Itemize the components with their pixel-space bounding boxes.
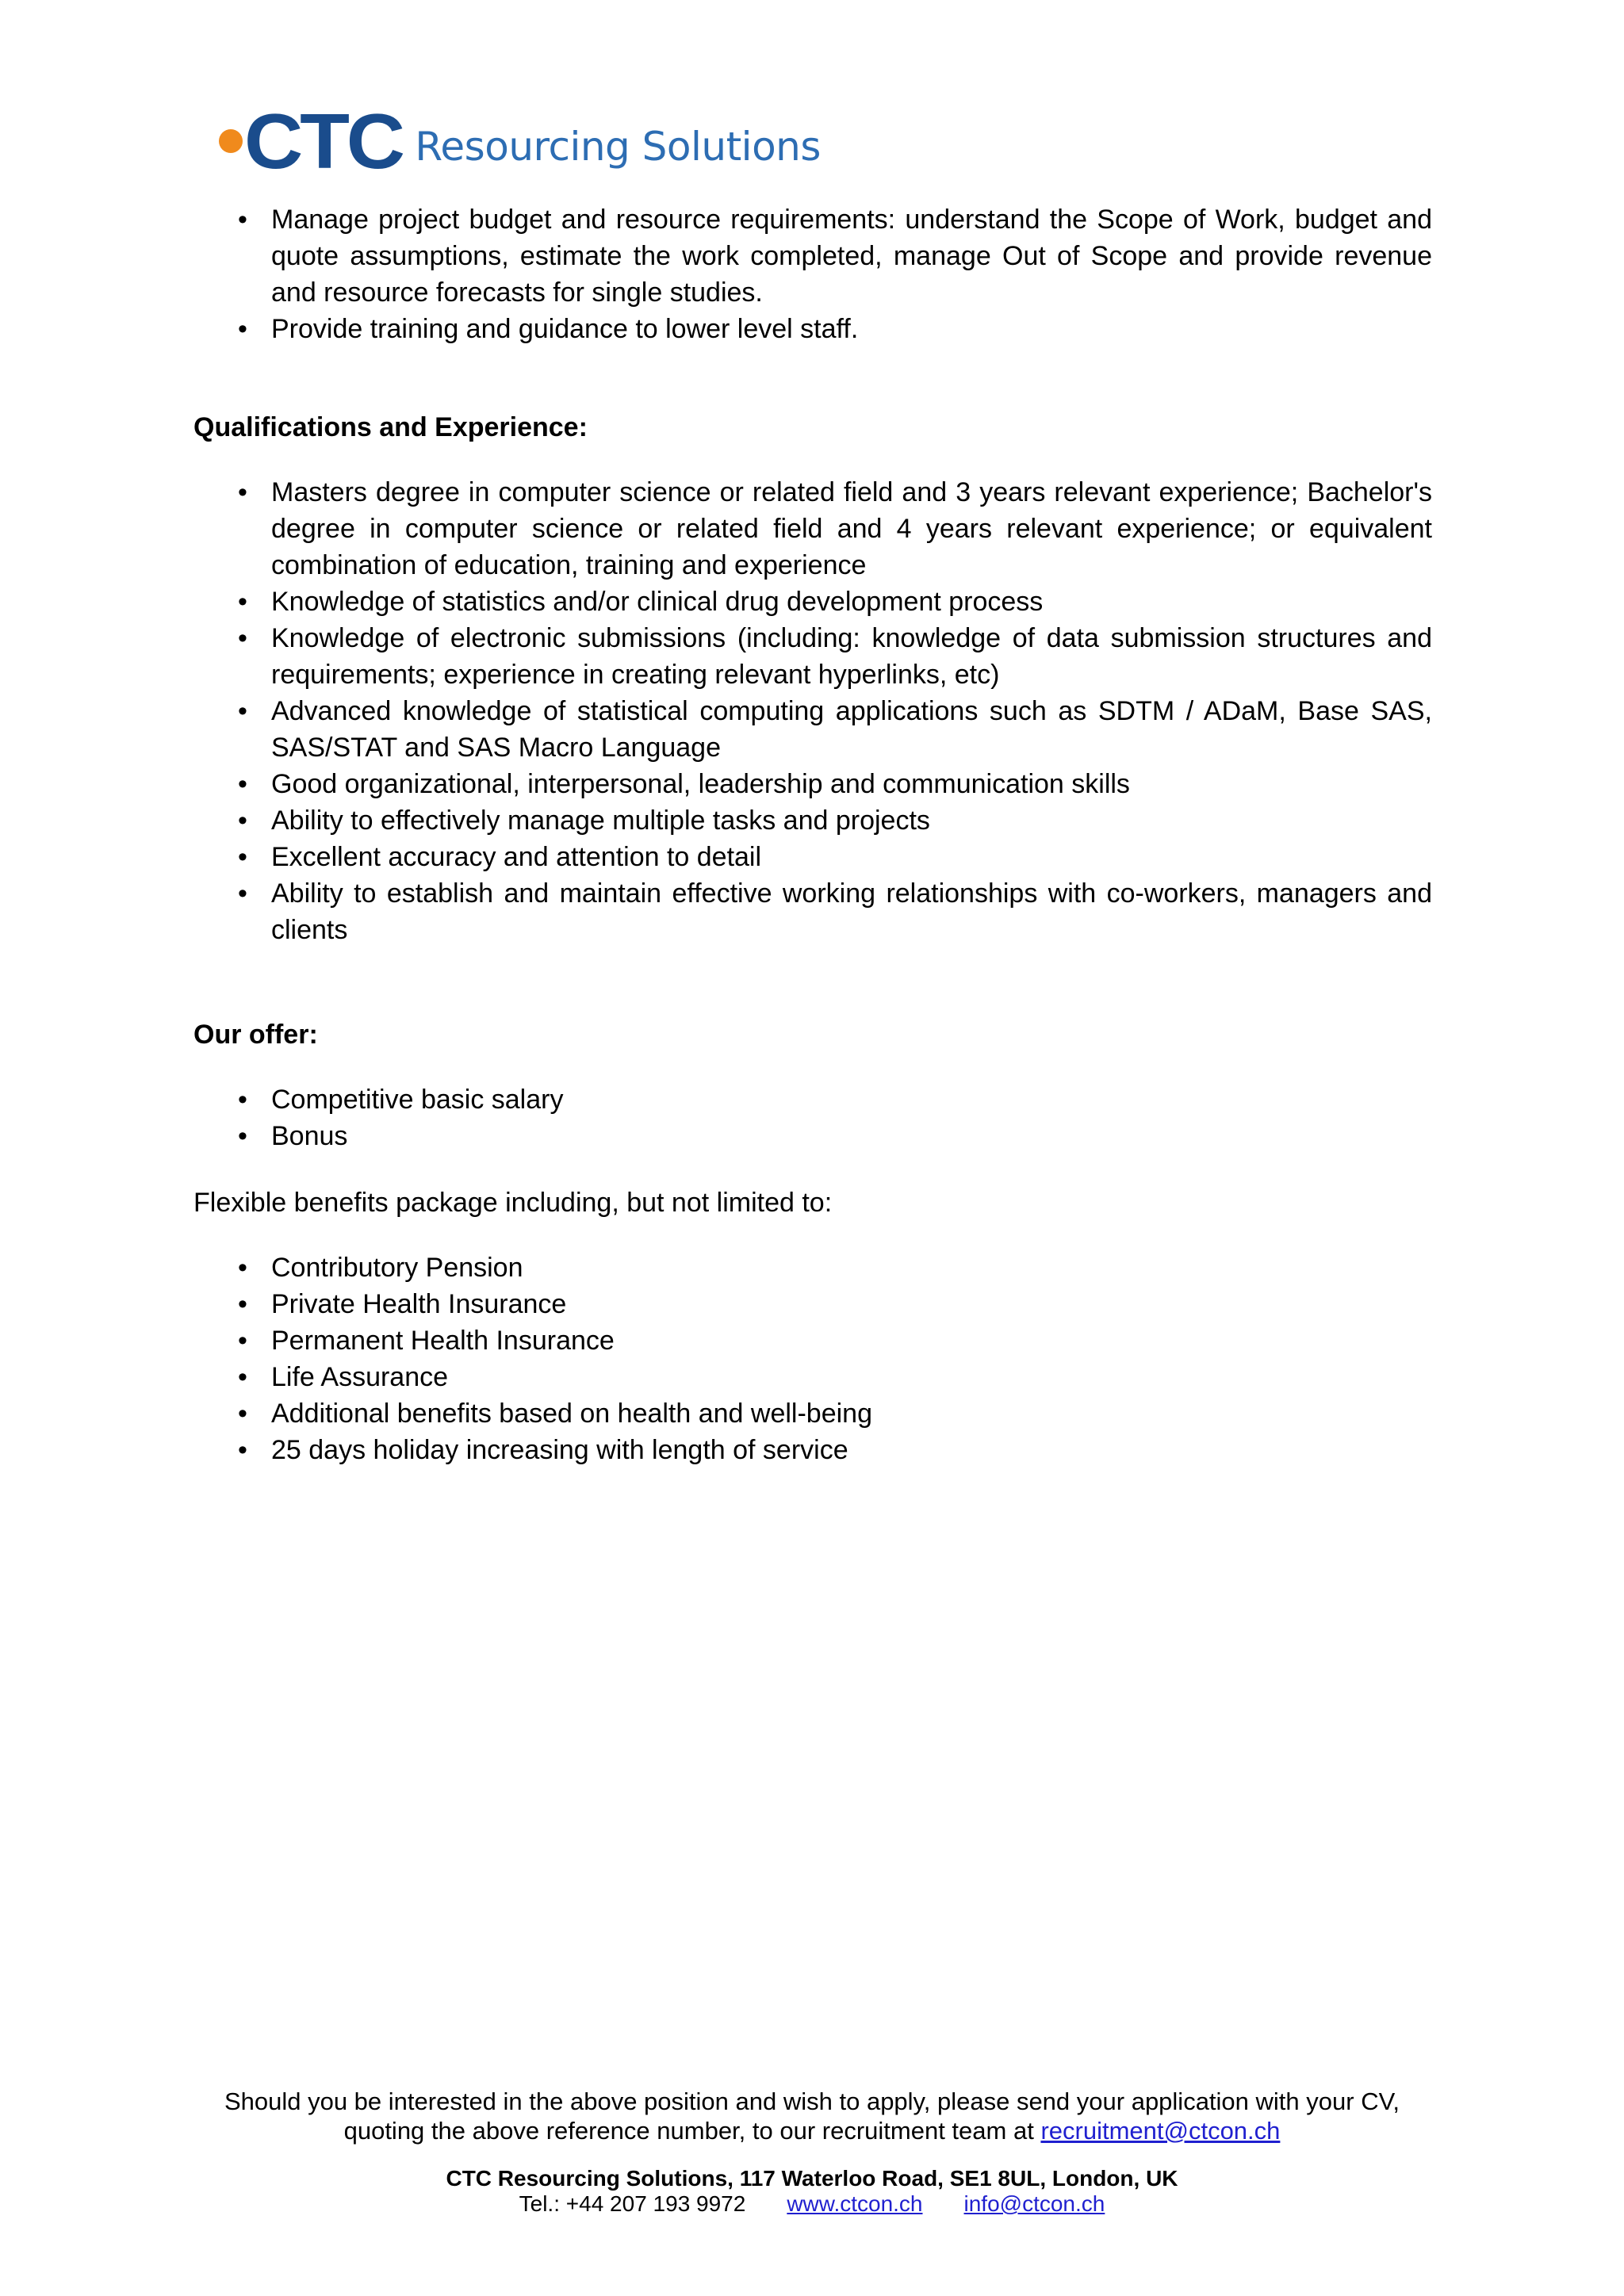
bullet-icon: • (238, 769, 247, 799)
bullet-icon: • (238, 696, 247, 726)
list-item-text: Excellent accuracy and attention to detail (271, 842, 762, 872)
list-item-text: Competitive basic salary (271, 1085, 564, 1115)
apply-instructions-line1: Should you be interested in the above position and wish to apply, please send your application with your CV, (224, 2087, 1400, 2115)
list-item-text: Contributory Pension (271, 1253, 523, 1283)
list-item (193, 311, 1432, 347)
qualifications-heading: Qualifications and Experience: (193, 412, 588, 442)
bullet-icon: • (238, 806, 247, 836)
bullet-icon: • (238, 1289, 247, 1319)
bullet-icon: • (238, 477, 247, 507)
list-item-text: Knowledge of statistics and/or clinical drug development process (271, 587, 1044, 617)
benefits-list (193, 1249, 1432, 1468)
logo-dot-icon (219, 129, 243, 153)
list-item-text: Bonus (271, 1121, 348, 1151)
list-item-text: Additional benefits based on health and well-being (271, 1399, 872, 1429)
list-item-text: Ability to effectively manage multiple tasks and projects (271, 806, 930, 836)
list-item-text: Manage project budget and resource requirements: understand the Scope of Work, budget and quote assumptions, estimate the work completed, manage Out of Scope and provide revenue and resource forecasts for single studies. (271, 205, 1432, 308)
list-item (193, 1118, 1432, 1154)
list-item (193, 1359, 1432, 1395)
bullet-icon: • (238, 314, 247, 344)
list-item (193, 1081, 1432, 1118)
list-item (193, 1286, 1432, 1322)
list-item (193, 839, 1432, 875)
offer-list (193, 1081, 1432, 1154)
list-item-text: Good organizational, interpersonal, leadership and communication skills (271, 769, 1130, 799)
list-item (193, 1432, 1432, 1468)
page-footer (0, 2087, 1624, 2217)
bullet-icon: • (238, 587, 247, 617)
bullet-icon: • (238, 1085, 247, 1115)
telephone-number: Tel.: +44 207 193 9972 (519, 2191, 746, 2216)
responsibilities-list (193, 201, 1432, 347)
logo-text: Resourcing Solutions (415, 124, 821, 170)
bullet-icon: • (238, 1435, 247, 1465)
bullet-icon: • (238, 1399, 247, 1429)
info-email-link[interactable]: info@ctcon.ch (963, 2191, 1105, 2216)
company-address: CTC Resourcing Solutions, 117 Waterloo Road, SE1 8UL, London, UK (446, 2166, 1178, 2191)
bullet-icon: • (238, 878, 247, 909)
job-description-content (193, 201, 1432, 1468)
list-item-text: Knowledge of electronic submissions (including: knowledge of data submission structures and requirements; experience in creating relevant hyperlinks, etc) (271, 623, 1432, 690)
list-item (193, 1395, 1432, 1432)
bullet-icon: • (238, 1253, 247, 1283)
list-item (193, 620, 1432, 693)
list-item-text: Advanced knowledge of statistical computing applications such as SDTM / ADaM, Base SAS, SAS/STAT and SAS Macro Language (271, 696, 1432, 763)
bullet-icon: • (238, 1326, 247, 1356)
website-link[interactable]: www.ctcon.ch (787, 2191, 923, 2216)
list-item (193, 1322, 1432, 1359)
benefits-intro: Flexible benefits package including, but not limited to: (193, 1188, 833, 1218)
list-item-text: Masters degree in computer science or related field and 3 years relevant experience; Bachelor's degree in computer science or related field and 4 years relevant experience; or equivalent combination of education, training and experience (271, 477, 1432, 580)
list-item (193, 875, 1432, 948)
list-item (193, 584, 1432, 620)
offer-heading: Our offer: (193, 1020, 318, 1050)
bullet-icon: • (238, 205, 247, 235)
list-item-text: Private Health Insurance (271, 1289, 567, 1319)
logo-mark: CTC (244, 98, 402, 185)
bullet-icon: • (238, 842, 247, 872)
list-item (193, 201, 1432, 311)
list-item (193, 693, 1432, 766)
apply-instructions-text: quoting the above reference number, to our recruitment team at (343, 2117, 1041, 2145)
company-logo (219, 98, 821, 185)
list-item-text: Permanent Health Insurance (271, 1326, 615, 1356)
list-item-text: Provide training and guidance to lower level staff. (271, 314, 859, 344)
list-item-text: 25 days holiday increasing with length of service (271, 1435, 848, 1465)
bullet-icon: • (238, 623, 247, 653)
list-item (193, 1249, 1432, 1286)
list-item (193, 766, 1432, 802)
contact-line (0, 2191, 1624, 2217)
list-item-text: Ability to establish and maintain effective working relationships with co-workers, managers and clients (271, 878, 1432, 945)
list-item (193, 474, 1432, 584)
list-item-text: Life Assurance (271, 1362, 449, 1392)
qualifications-list (193, 474, 1432, 948)
apply-instructions-line2 (0, 2116, 1624, 2145)
bullet-icon: • (238, 1362, 247, 1392)
bullet-icon: • (238, 1121, 247, 1151)
list-item (193, 802, 1432, 839)
recruitment-email-link[interactable]: recruitment@ctcon.ch (1040, 2117, 1281, 2145)
